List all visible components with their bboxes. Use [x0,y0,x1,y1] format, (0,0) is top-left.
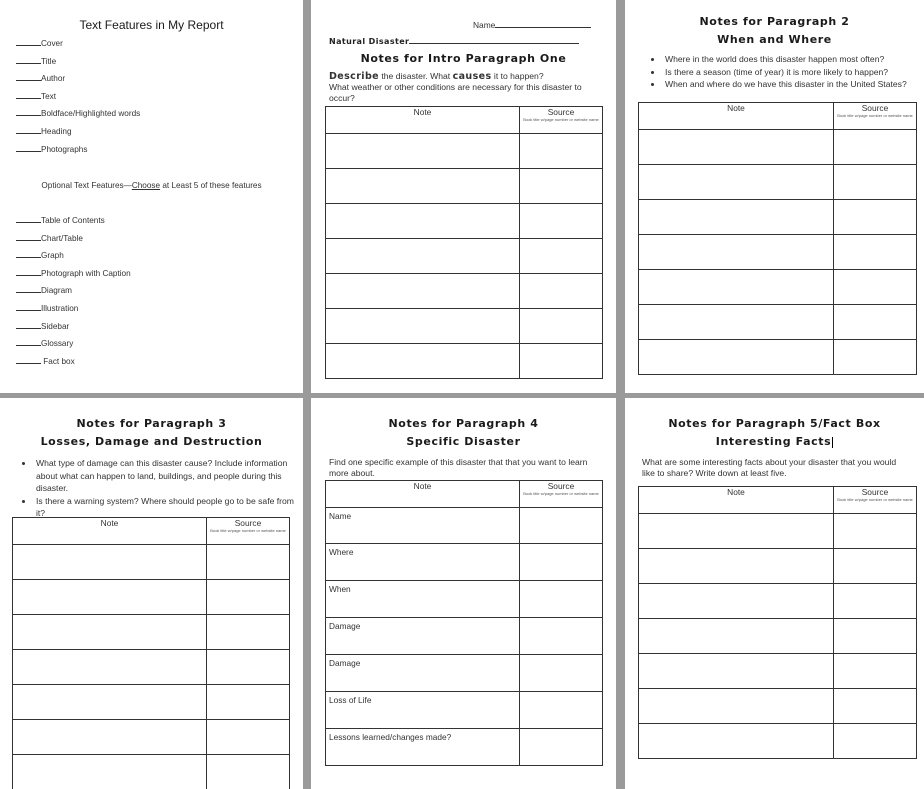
source-cell[interactable] [207,545,290,580]
check-blank[interactable] [16,142,41,152]
page-text-features [0,0,303,393]
checklist-item: Table of Contents [16,212,131,230]
check-blank[interactable] [16,106,41,116]
question-item: • When and where do we have this disaster in the United States? [663,78,924,91]
checklist-item: Title [16,53,140,71]
source-cell[interactable] [520,581,603,618]
check-blank[interactable] [16,248,41,258]
note-cell[interactable] [639,305,834,340]
note-cell[interactable]: Where [326,544,520,581]
check-blank[interactable] [16,124,41,134]
note-cell[interactable] [13,580,207,615]
note-cell[interactable]: Loss of Life [326,692,520,729]
note-header: Note [326,481,520,508]
source-cell[interactable] [520,204,603,239]
source-cell[interactable] [834,305,917,340]
note-cell[interactable] [639,724,834,759]
check-blank[interactable] [16,213,41,223]
notes-table [12,517,290,789]
required-features-list [16,35,140,158]
page-paragraph-4 [311,398,616,789]
check-blank[interactable] [16,283,41,293]
note-cell[interactable] [326,239,520,274]
note-cell[interactable] [639,549,834,584]
checklist-item: Fact box [16,353,131,371]
check-blank[interactable] [16,71,41,81]
page-title: Notes for Paragraph 4 [388,417,539,430]
source-cell[interactable] [520,655,603,692]
check-blank[interactable] [16,36,41,46]
note-header: Note [639,103,834,130]
note-cell[interactable] [326,134,520,169]
note-header: Note [13,518,207,545]
source-cell[interactable] [520,729,603,766]
source-cell[interactable] [834,235,917,270]
note-cell[interactable] [639,165,834,200]
checklist-item: Sidebar [16,318,131,336]
source-cell[interactable] [834,619,917,654]
question-item: • Is there a season (time of year) it is more likely to happen? [663,66,924,79]
source-cell[interactable] [834,724,917,759]
disaster-field[interactable]: Natural Disaster [329,34,579,46]
checklist-item: Chart/Table [16,230,131,248]
source-cell[interactable] [520,239,603,274]
source-cell[interactable] [207,685,290,720]
check-blank[interactable] [16,54,41,64]
note-cell[interactable] [639,584,834,619]
source-cell[interactable] [520,618,603,655]
checklist-item: Boldface/Highlighted words [16,105,140,123]
note-cell[interactable] [639,689,834,724]
page-subtitle: When and Where [717,33,832,46]
checklist-item: Photographs [16,141,140,159]
text-cursor [832,437,833,448]
source-cell[interactable] [520,134,603,169]
note-cell[interactable]: Lessons learned/changes made? [326,729,520,766]
source-header: Source Book title w/page number or website name [520,107,603,134]
source-cell[interactable] [520,169,603,204]
note-cell[interactable] [326,344,520,379]
note-cell[interactable] [639,340,834,375]
source-cell[interactable] [207,650,290,685]
notes-table [325,106,603,379]
note-cell[interactable]: When [326,581,520,618]
page-subtitle: Losses, Damage and Destruction [40,435,263,448]
note-cell[interactable] [639,270,834,305]
page-title: Notes for Intro Paragraph One [360,52,567,65]
source-cell[interactable] [834,200,917,235]
checklist-item: Illustration [16,300,131,318]
source-cell[interactable] [834,584,917,619]
check-blank[interactable] [16,354,41,364]
optional-features-list [16,212,131,370]
note-cell[interactable] [326,274,520,309]
note-cell[interactable] [13,650,207,685]
optional-heading: Optional Text Features—Choose at Least 5 of these features [41,181,262,190]
note-cell[interactable] [13,615,207,650]
check-blank[interactable] [16,301,41,311]
page-paragraph-2 [625,0,924,393]
source-header: Source Book title w/page number or website name [834,103,917,130]
source-cell[interactable] [834,165,917,200]
question-list [18,457,296,520]
source-cell[interactable] [520,692,603,729]
note-header: Note [326,107,520,134]
check-blank[interactable] [16,336,41,346]
note-cell[interactable] [13,545,207,580]
source-cell[interactable] [520,544,603,581]
name-field[interactable]: Name [473,18,591,30]
note-cell[interactable] [13,755,207,789]
source-cell[interactable] [834,514,917,549]
checklist-item: Text [16,88,140,106]
source-cell[interactable] [207,580,290,615]
page-intro-paragraph [311,0,616,393]
note-cell[interactable] [639,200,834,235]
source-cell[interactable] [207,755,290,789]
source-cell[interactable] [520,309,603,344]
source-header: Source Book title w/page number or website name [520,481,603,508]
source-cell[interactable] [834,340,917,375]
source-header: Source Book title w/page number or website name [834,487,917,514]
page-title: Notes for Paragraph 3 [76,417,227,430]
page-title: Notes for Paragraph 2 [699,15,850,28]
notes-table [325,480,603,766]
source-cell[interactable] [207,615,290,650]
page-paragraph-3 [0,398,303,789]
question-list [647,53,924,91]
check-blank[interactable] [16,319,41,329]
note-header: Note [639,487,834,514]
note-cell[interactable] [639,130,834,165]
page-paragraph-5 [625,398,924,789]
note-cell[interactable] [639,619,834,654]
instructions: Find one specific example of this disaster that that you want to learn more about. [329,457,588,478]
note-cell[interactable] [639,654,834,689]
notes-table [638,102,917,375]
source-cell[interactable] [207,720,290,755]
source-header: Source Book title w/page number or website name [207,518,290,545]
page-subtitle: Specific Disaster [406,435,521,448]
note-cell[interactable] [326,309,520,344]
note-cell[interactable] [639,235,834,270]
page-subtitle: Interesting Facts [715,435,832,448]
question-item: • Is there a warning system? Where should people go to be safe from it? [34,495,296,520]
checklist-item: Cover [16,35,140,53]
source-cell[interactable] [520,344,603,379]
checklist-item: Diagram [16,282,131,300]
note-cell[interactable] [326,204,520,239]
check-blank[interactable] [16,89,41,99]
source-cell[interactable] [834,689,917,724]
check-blank[interactable] [16,266,41,276]
page-title: Notes for Paragraph 5/Fact Box [668,417,881,430]
checklist-item: Graph [16,247,131,265]
source-cell[interactable] [834,549,917,584]
check-blank[interactable] [16,231,41,241]
source-cell[interactable] [834,654,917,689]
note-cell[interactable]: Damage [326,655,520,692]
source-cell[interactable] [834,270,917,305]
checklist-item: Heading [16,123,140,141]
question-item: • Where in the world does this disaster happen most often? [663,53,924,66]
instructions: Describe the disaster. What causes it to happen? What weather or other conditions are necessary for this disaster to occur? [329,71,582,103]
note-cell[interactable] [13,685,207,720]
note-cell[interactable] [326,169,520,204]
checklist-item: Photograph with Caption [16,265,131,283]
question-item: • What type of damage can this disaster cause? Include information about what can happen to land, buildings, and people during this disaster. [34,457,296,495]
source-cell[interactable] [520,508,603,544]
note-cell[interactable] [13,720,207,755]
source-cell[interactable] [520,274,603,309]
note-cell[interactable] [639,514,834,549]
instructions: What are some interesting facts about your disaster that you would like to share? Write down at least five. [642,457,897,478]
page-title: Text Features in My Report [79,18,224,32]
notes-table [638,486,917,759]
checklist-item: Author [16,70,140,88]
checklist-item: Glossary [16,335,131,353]
source-cell[interactable] [834,130,917,165]
note-cell[interactable]: Damage [326,618,520,655]
note-cell[interactable]: Name [326,508,520,544]
